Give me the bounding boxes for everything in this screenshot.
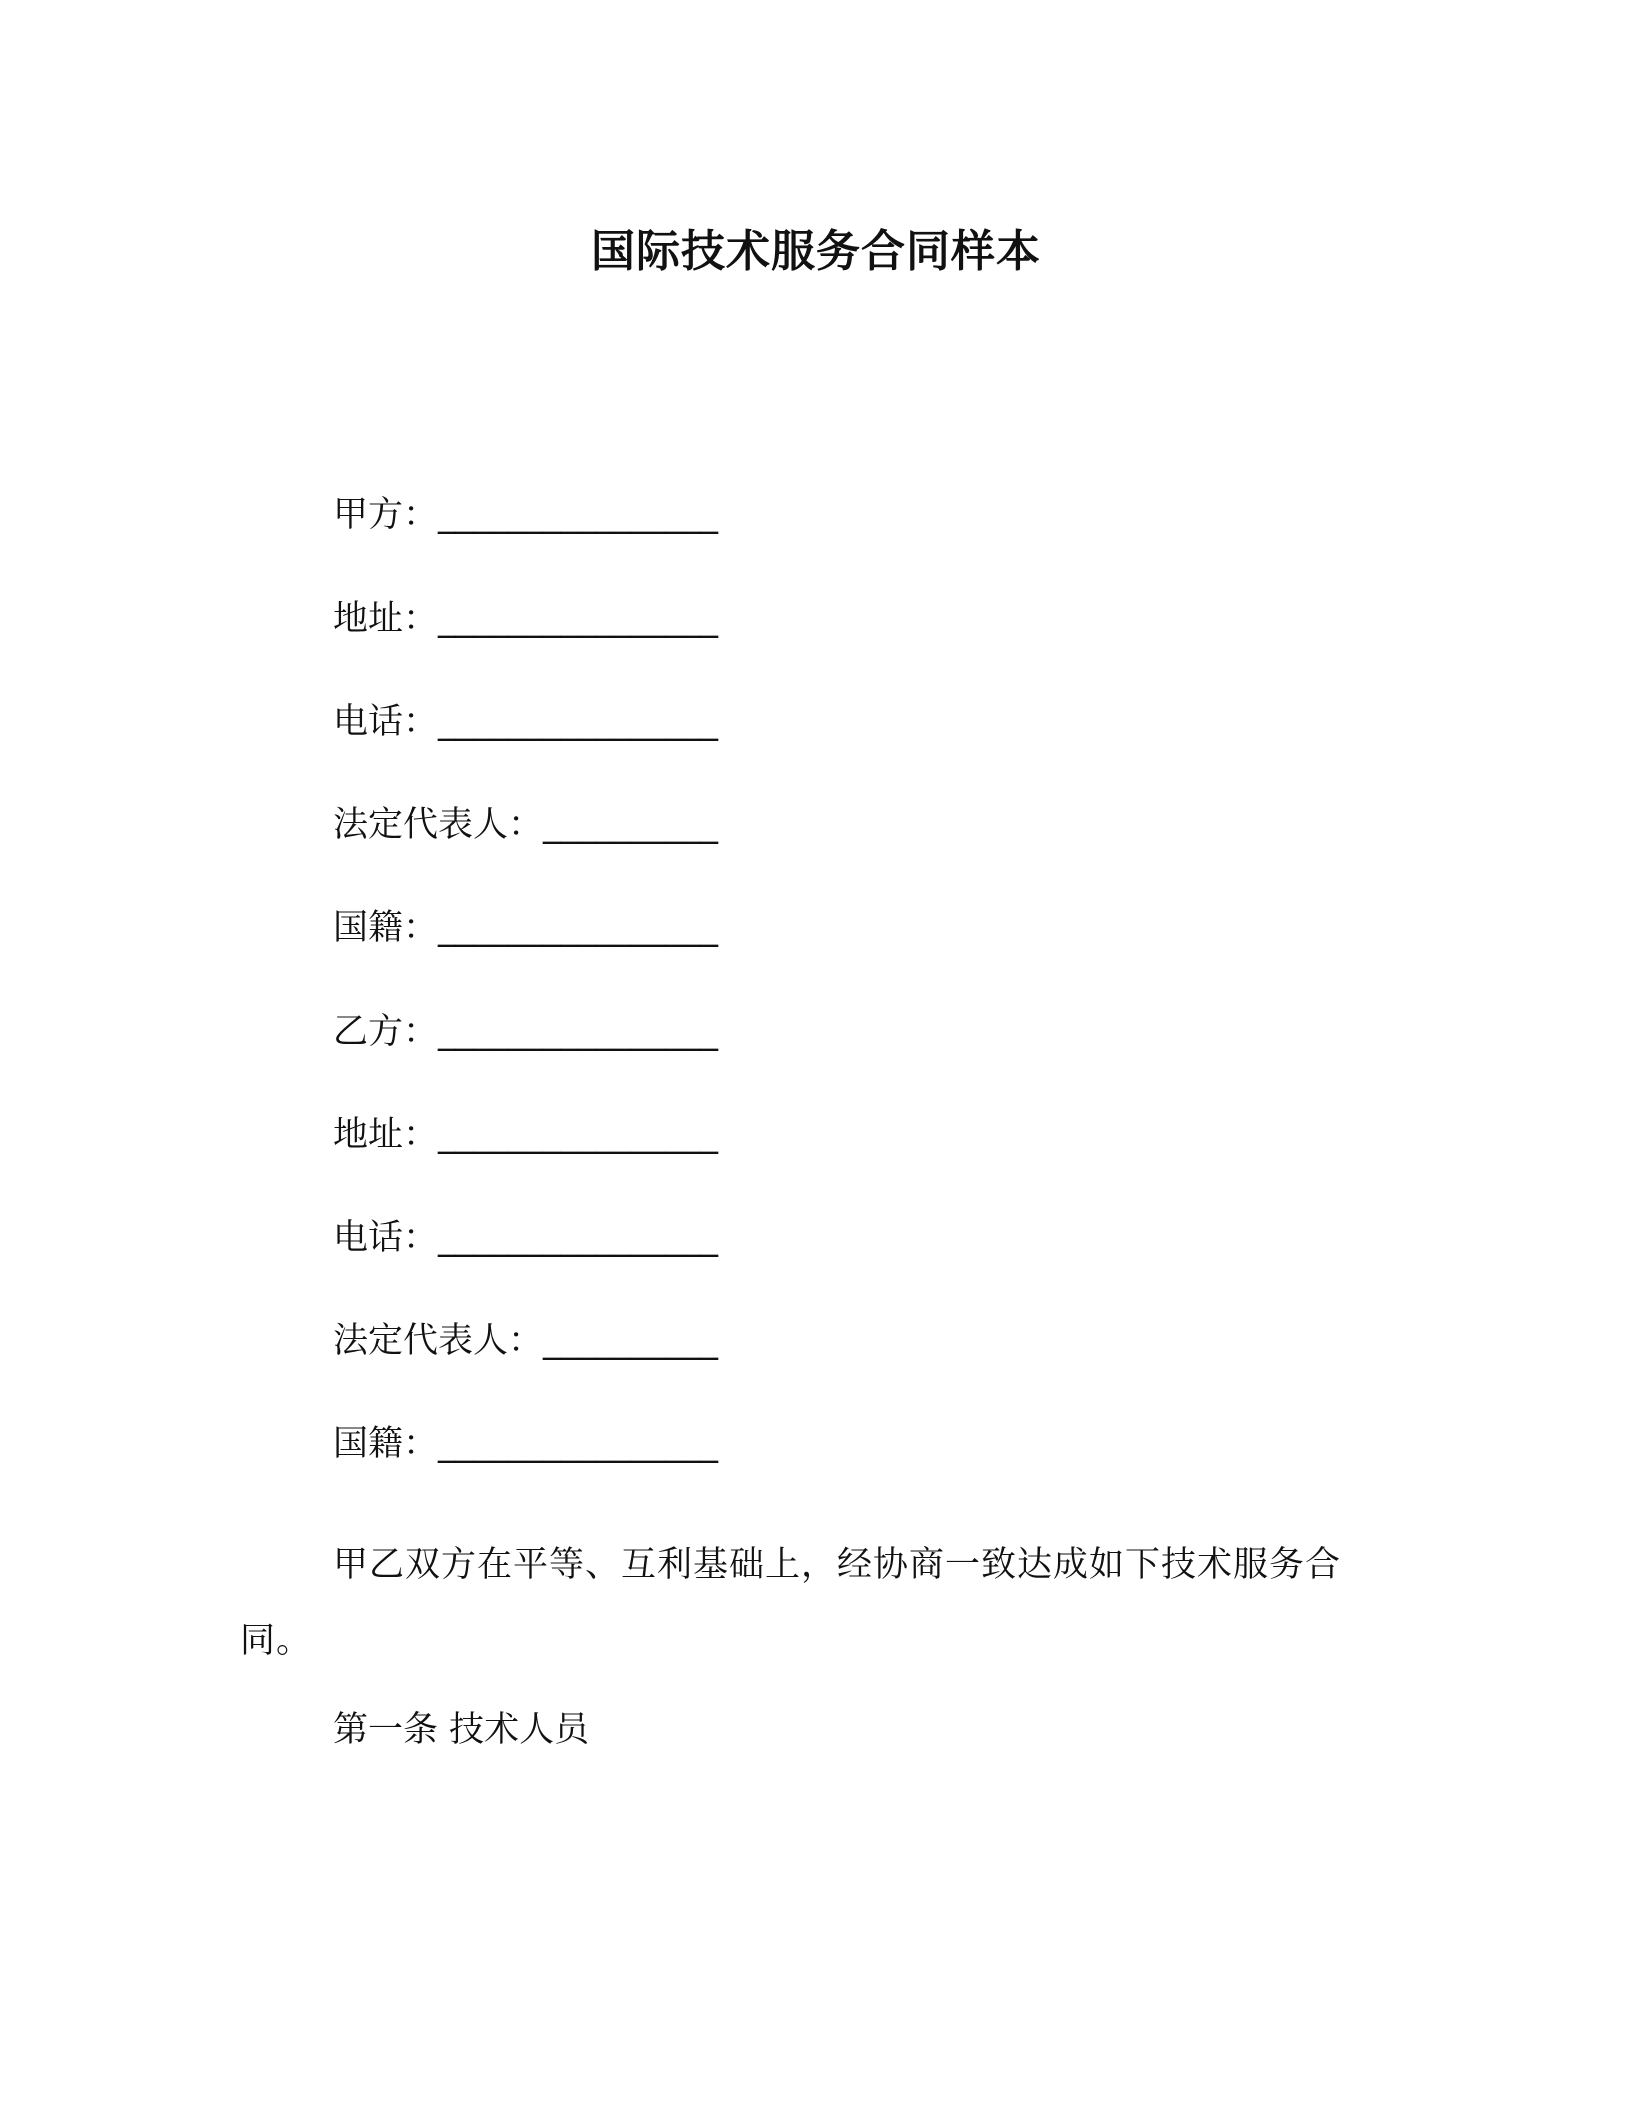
field-label: 地址： [333,1115,439,1155]
fill-in-blank: ________________ [438,1218,719,1258]
party-b-phone-field [333,1213,718,1263]
fill-in-blank: __________ [543,805,719,845]
fill-in-blank: ________________ [438,1115,719,1155]
field-label: 地址： [333,599,439,639]
field-label: 法定代表人： [333,805,544,845]
party-a-name-field [333,490,718,540]
fill-in-blank: ________________ [438,908,719,948]
field-label: 国籍： [333,1424,439,1464]
field-label: 国籍： [333,908,439,948]
fill-in-blank: ________________ [438,1012,719,1052]
field-label: 法定代表人： [333,1321,544,1361]
party-a-address-field [333,594,718,644]
document-title: 国际技术服务合同样本 [591,226,1041,277]
fill-in-blank: ________________ [438,1424,719,1464]
field-label: 电话： [333,1218,439,1258]
fill-in-blank: ________________ [438,495,719,535]
fill-in-blank: ________________ [438,599,719,639]
party-b-nationality-field [333,1419,718,1469]
preamble-paragraph: 甲乙双方在平等、互利基础上，经协商一致达成如下技术服务合同。 [240,1545,1342,1661]
party-a-nationality-field [333,903,718,953]
fill-in-blank: ________________ [438,702,719,742]
article-1-heading: 第一条 技术人员 [333,1710,590,1750]
party-a-phone-field [333,697,718,747]
party-b-legal-rep-field [333,1316,718,1366]
field-label: 甲方： [333,495,439,535]
party-b-name-field [333,1007,718,1057]
fill-in-blank: __________ [543,1321,719,1361]
field-label: 乙方： [333,1012,439,1052]
party-a-legal-rep-field [333,800,718,850]
field-label: 电话： [333,702,439,742]
party-b-address-field [333,1110,718,1160]
